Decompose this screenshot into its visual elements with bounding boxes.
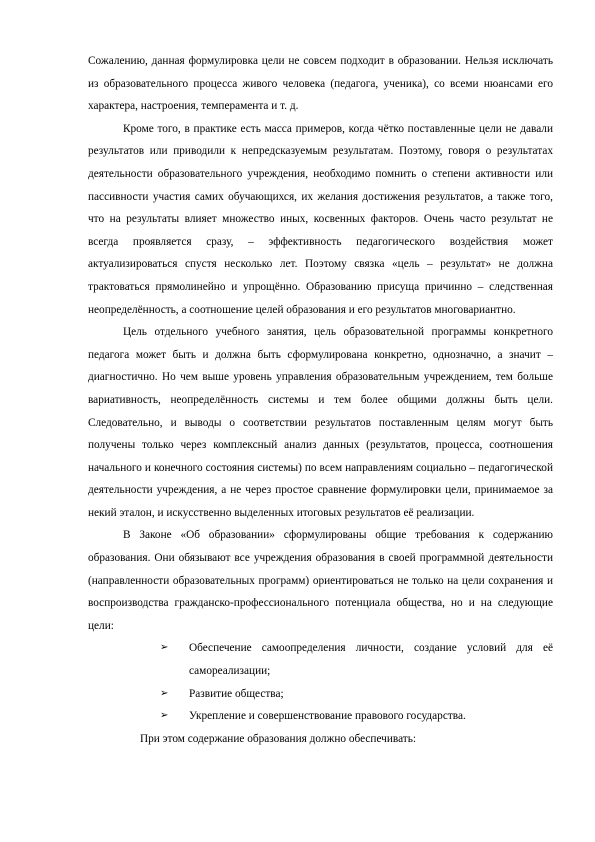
list-item-text: Обеспечение самоопределения личности, создание условий для её самореализации;: [189, 642, 553, 678]
arrow-bullet-icon: ➢: [160, 687, 169, 699]
document-body: [88, 50, 553, 750]
closing-paragraph: При этом содержание образования должно обеспечивать:: [140, 732, 417, 745]
paragraph-1: Сожалению, данная формулировка цели не совсем подходит в образовании. Нельзя исключать из образовательного процесса живого человека (педагога, ученика), со всеми нюансами его характера, настроения, темперамента и т. д.: [88, 55, 553, 113]
list-item-text: Укрепление и совершенствование правового государства.: [189, 710, 466, 723]
list-item: [88, 637, 553, 682]
list-item-text: Развитие общества;: [189, 687, 284, 700]
paragraph-3: Цель отдельного учебного занятия, цель образовательной программы конкретного педагога может быть и должна быть сформулирована конкретно, однозначно, а значит – диагностично. Но чем выше уровень управления образовательным учреждением, тем больше вариативность, неопределённость системы и тем более общими должны быть цели. Следовательно, и выводы о соответствии результатов поставленным целям могут быть получены только через комплексный анализ данных (результатов, процесса, соотношения начального и конечного состояния системы) по всем направлениям социально – педагогической деятельности учреждения, а не через простое сравнение формулировки цели, принимаемое за некий эталон, и искусственно выделенных итоговых результатов её реализации.: [88, 326, 553, 519]
list-item: [88, 705, 553, 728]
paragraph-2: Кроме того, в практике есть масса примеров, когда чётко поставленные цели не давали результатов или приводили к непредсказуемым результатам. Поэтому, говоря о результатах деятельности образовательного учреждения, необходимо помнить о степени активности или пассивности участия самих обучающихся, их желания достижения результатов, а также того, что на результаты влияет множество иных, косвенных факторов. Очень часто результат не всегда проявляется сразу, – эффективность педагогического воздействия может актуализироваться спустя несколько лет. Поэтому связка «цель – результат» не должна трактоваться прямолинейно и упрощённо. Образованию присуща причинно – следственная неопределённость, а соотношение целей образования и его результатов многовариантно.: [88, 122, 553, 316]
arrow-bullet-icon: ➢: [160, 710, 169, 722]
goals-list: [88, 637, 553, 727]
arrow-bullet-icon: ➢: [160, 642, 169, 654]
list-item: [88, 683, 553, 706]
paragraph-4: В Законе «Об образовании» сформулированы общие требования к содержанию образования. Они обязывают все учреждения образования в своей программной деятельности (направленности образовательных программ) ориентироваться не только на цели сохранения и воспроизводства гражданско-профессионального потенциала общества, но и на следующие цели:: [88, 529, 553, 632]
